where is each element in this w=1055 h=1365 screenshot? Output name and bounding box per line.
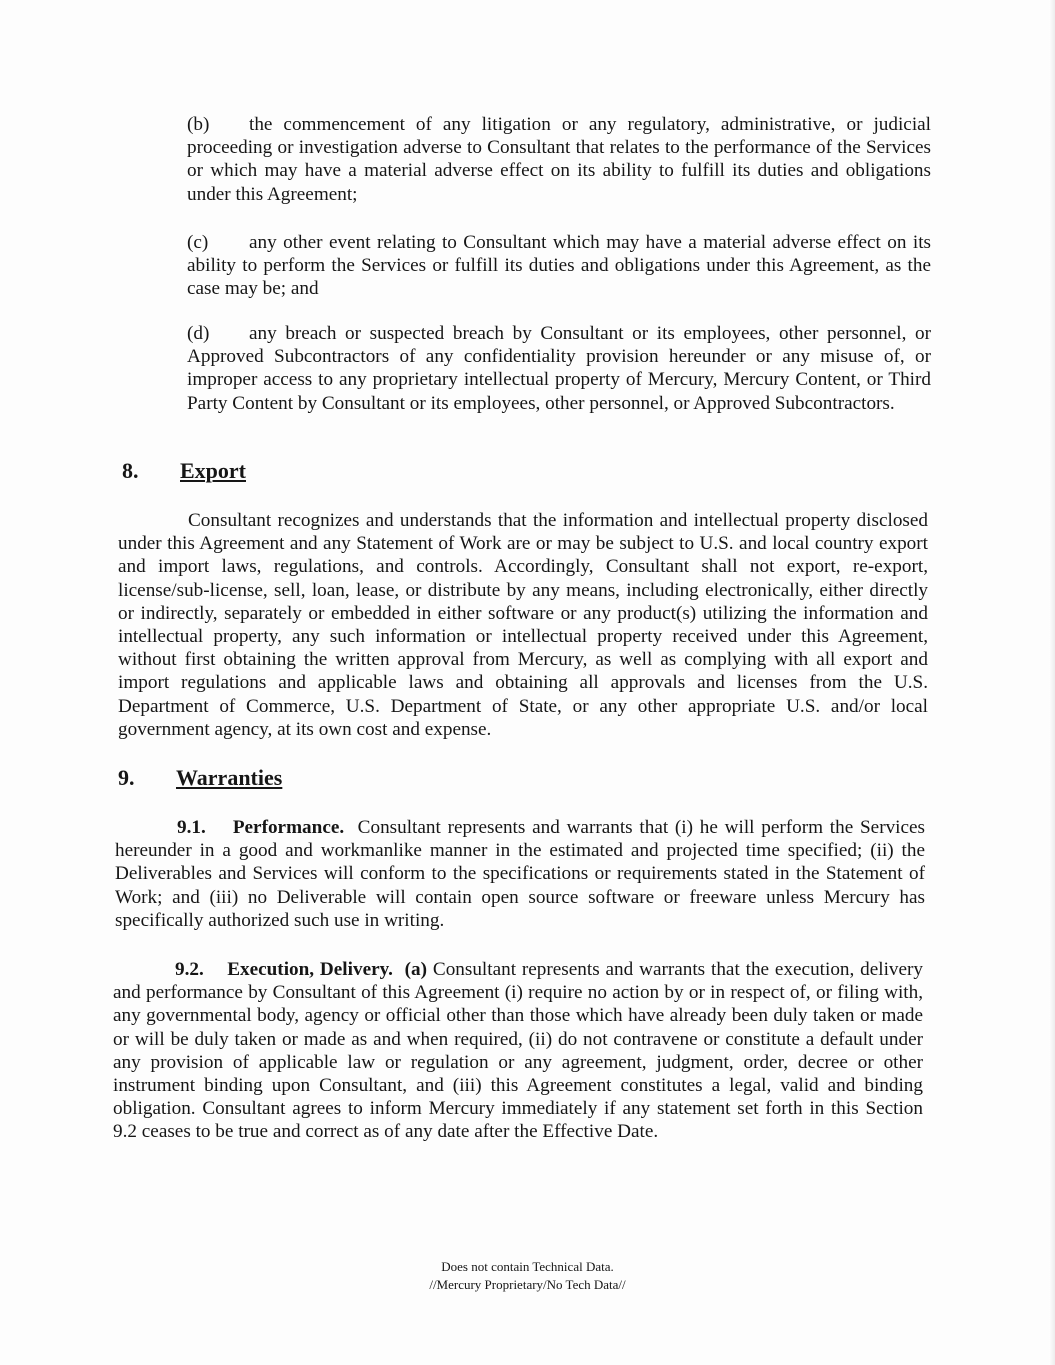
subsection-number: 9.2. xyxy=(175,959,204,980)
footer-line-2: //Mercury Proprietary/No Tech Data// xyxy=(429,1277,626,1292)
list-item-text: any other event relating to Consultant which may have a material adverse effect on its ability to perform the Services or fulfill its duties and obligations under this Agreement, as the case may be; and xyxy=(187,232,931,300)
section-number: 8. xyxy=(122,458,139,483)
section-9-1 xyxy=(115,816,925,932)
list-item-text: any breach or suspected breach by Consultant or its employees, other personnel, or Approved Subcontractors of any confidentiality provision hereunder or any misuse of, or improper access to any proprietary intellectual property of Mercury, Mercury Content, or Third Party Content by Consultant or its employees, other personnel, or Approved Subcontractors. xyxy=(187,323,931,414)
section-8-text: Consultant recognizes and understands that the information and intellectual property disclosed under this Agreement and any Statement of Work are or may be subject to U.S. and local country export and import laws, regulations, and controls. Accordingly, Consultant shall not export, re-export, license/sub-license, sell, loan, lease, or distribute by any means, including electronically, either directly or indirectly, separately or embedded in either software or any product(s) utilizing the information and intellectual property, any such information or intellectual property received under this Agreement, without first obtaining the written approval from Mercury, as well as complying with all export and import regulations and applicable laws and obtaining all approvals and licenses from the U.S. Department of Commerce, U.S. Department of State, or any other appropriate U.S. and/or local government agency, at its own cost and expense. xyxy=(118,510,928,740)
section-title: Warranties xyxy=(176,765,283,790)
section-8-heading xyxy=(122,458,246,484)
subsection-clause: (a) xyxy=(404,959,428,980)
section-9-heading xyxy=(118,765,282,791)
list-item-b xyxy=(187,113,931,206)
subsection-text: Consultant represents and warrants that (i) he will perform the Services hereunder in a good and workmanlike manner in the estimated and projected time specified; (ii) the Deliverables and Services will conform to the specifications or requirements stated in the Statement of Work; and (iii) no Deliverable will contain open source software or freeware unless Mercury has specifically authorized such use in writing. xyxy=(115,817,926,931)
list-item-tag: (c) xyxy=(187,232,209,253)
list-item-tag: (d) xyxy=(187,323,210,344)
subsection-number: 9.1. xyxy=(177,817,206,838)
list-item-text: the commencement of any litigation or any regulatory, administrative, or judicial proceeding or investigation adverse to Consultant that relates to the performance of the Services or which may have a material adverse effect on its ability to fulfill its duties and obligations under this Agreement; xyxy=(187,114,931,205)
subsection-title: Performance. xyxy=(232,817,345,838)
subsection-text: Consultant represents and warrants that the execution, delivery and performance by Consultant of this Agreement (i) require no action by or in respect of, or filing with, any governmental body, agency or official other than those which have already been duly taken or made or will be duly taken or made as and when required, (ii) do not contravene or constitute a default under any provision of applicable law or regulation or any agreement, judgment, order, decree or other instrument binding upon Consultant, and (iii) this Agreement constitutes a legal, valid and binding obligation. Consultant agrees to inform Mercury immediately if any statement set forth in this Section 9.2 ceases to be true and correct as of any date after the Effective Date. xyxy=(113,959,924,1143)
section-9-2 xyxy=(113,958,923,1144)
section-8-body xyxy=(118,509,928,741)
page-footer xyxy=(0,1258,1055,1294)
scan-edge-shadow xyxy=(1049,0,1055,1365)
section-title: Export xyxy=(180,458,246,483)
subsection-title: Execution, Delivery. xyxy=(227,959,393,980)
list-item-d xyxy=(187,322,931,415)
list-item-c xyxy=(187,231,931,301)
section-number: 9. xyxy=(118,765,135,790)
list-item-tag: (b) xyxy=(187,114,210,135)
footer-line-1: Does not contain Technical Data. xyxy=(441,1259,614,1274)
